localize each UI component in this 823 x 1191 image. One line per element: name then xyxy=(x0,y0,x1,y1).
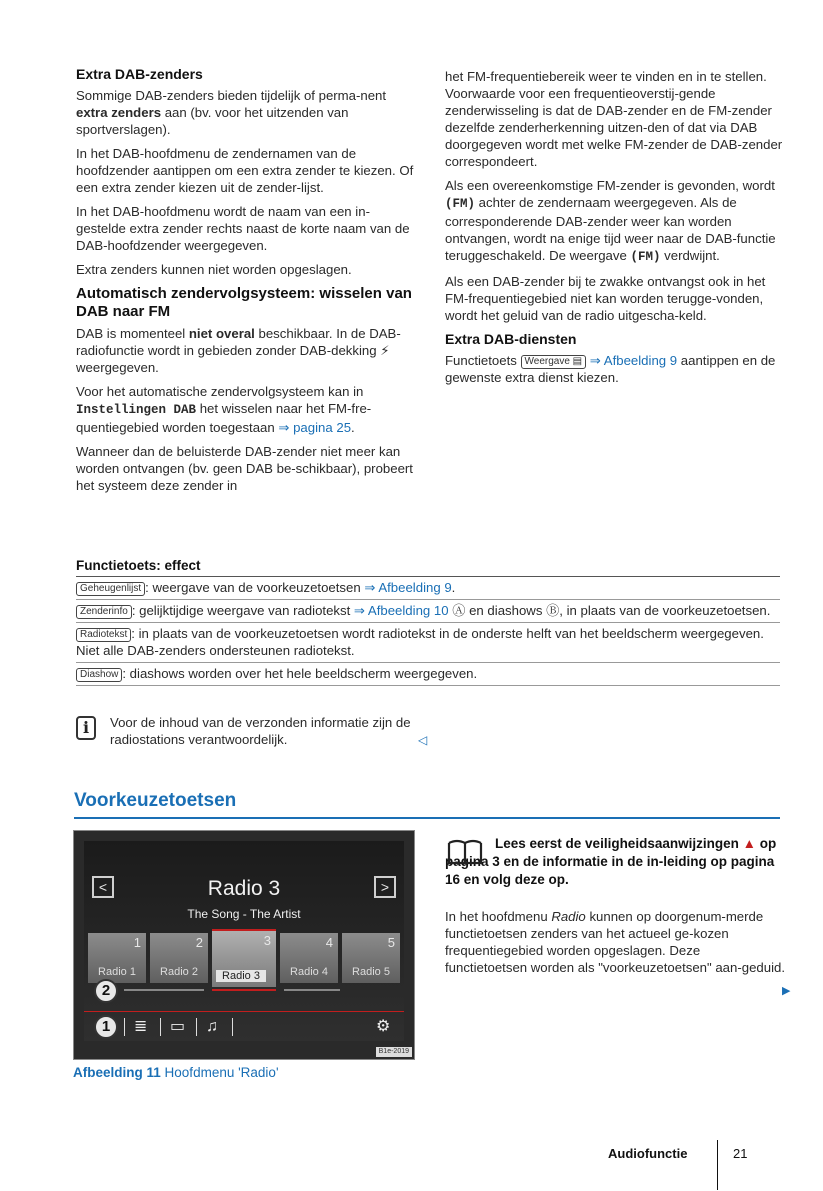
band-icon[interactable]: ▭ xyxy=(170,1018,186,1035)
intro-paragraph: In het hoofdmenu Radio kunnen op doorgenum-merde functietoetsen zenders van het actueel ge-kozen frequentiegebied worden opgeslagen. Deze functietoetsen worden als "voorkeuzetoetsen" aan-geduid. xyxy=(445,909,786,975)
callout-1: 1 xyxy=(94,1015,118,1039)
paragraph: Voor het automatische zendervolgsysteem kan in Instellingen DAB het wisselen naar het FM-fre-quentiegebied worden toegestaan ⇒ pagina 25. xyxy=(76,384,372,435)
page-indicator xyxy=(124,989,204,991)
geheugenlijst-key: Geheugenlijst xyxy=(76,582,145,596)
preset-button[interactable]: 5 Radio 5 xyxy=(342,933,400,983)
footer-chapter: Audiofunctie xyxy=(608,1146,688,1161)
figure-caption: Afbeelding 11 Hoofdmenu 'Radio' xyxy=(73,1065,279,1080)
paragraph: Als een DAB-zender bij te zwakke ontvangst ook in het FM-frequentiegebied niet kan worden terugge-vonden, wordt het geluid van de radio uitgescha-keld. xyxy=(445,274,766,323)
page-reference[interactable]: ⇒ pagina 25 xyxy=(278,420,352,435)
figure-reference[interactable]: ⇒ Afbeelding 9 xyxy=(364,580,452,595)
bottom-bar xyxy=(84,1011,404,1042)
page-indicator xyxy=(284,989,340,991)
weergave-key: Weergave ▤ xyxy=(521,355,587,369)
diashow-key: Diashow xyxy=(76,668,122,682)
song-artist: The Song - The Artist xyxy=(187,907,301,921)
no-dab-icon: ⚡ xyxy=(380,343,390,358)
section-title: Voorkeuzetoetsen xyxy=(74,790,237,811)
heading-automatisch: Automatisch zendervolgsysteem: wisselen van DAB naar FM xyxy=(76,285,412,320)
paragraph: Functietoets Weergave ▤ ⇒ Afbeelding 9 aantippen en de gewenste extra dienst kiezen. xyxy=(445,353,776,385)
radio-display-icon[interactable]: ♫ xyxy=(206,1018,218,1035)
list-icon[interactable]: ≣ xyxy=(134,1018,148,1035)
warning-icon: ▲ xyxy=(742,836,756,851)
table-row: Geheugenlijst : weergave van de voorkeuzetoetsen ⇒ Afbeelding 9. xyxy=(76,577,780,600)
radiotekst-key: Radiotekst xyxy=(76,628,131,642)
paragraph: Als een overeenkomstige FM-zender is gevonden, wordt (FM) achter de zendernaam weergegeven. Als de corresponderende DAB-zender weer kan worden ontvangen, wordt na enige tijd weer naar de DAB-functie teruggeschakeld. De weergave (FM) verdwijnt. xyxy=(445,178,776,264)
radio-screen xyxy=(84,841,404,1041)
preset-button-active[interactable]: 3 Radio 3 xyxy=(212,929,276,987)
paragraph: In het DAB-hoofdmenu wordt de naam van een in-gestelde extra zender rechts naast de korte naam van de DAB-hoofdzender weergegeven. xyxy=(76,204,410,253)
preset-button[interactable]: 4 Radio 4 xyxy=(280,933,338,983)
bar-separator xyxy=(196,1018,197,1036)
paragraph: het FM-frequentiebereik weer te vinden en in te stellen. Voorwaarde voor een frequentieoverstij-gende zenderwisseling is dat de DAB-zender en de FM-zender dezelfde zenderherkenning uitzen-den of dat via DAB doorgegeven wordt met welke FM-zender de DAB-zender correspondeert. xyxy=(445,69,783,169)
figure-reference[interactable]: ⇒ Afbeelding 10 xyxy=(353,603,449,618)
page-indicator-active xyxy=(212,989,276,991)
preset-button[interactable]: 2 Radio 2 xyxy=(150,933,208,983)
heading-extra-zenders: Extra DAB-zenders xyxy=(76,66,203,82)
heading-extra-diensten: Extra DAB-diensten xyxy=(445,331,577,347)
previous-station-button[interactable]: < xyxy=(92,876,114,898)
info-note xyxy=(76,714,436,748)
end-mark-icon: ◁ xyxy=(418,733,428,747)
book-icon xyxy=(445,837,485,867)
settings-icon[interactable]: ⚙ xyxy=(376,1018,391,1035)
radio-screen-figure xyxy=(73,830,415,1060)
safety-note: Lees eerst de veiligheidsaanwijzingen ▲ op pagina 3 en de informatie in de in-leiding op pagina 16 en volg deze op. xyxy=(445,836,777,887)
station-name: Radio 3 xyxy=(207,877,281,900)
page-number: 21 xyxy=(733,1146,748,1161)
left-column xyxy=(76,66,416,501)
right-column xyxy=(445,68,785,393)
callout-b-icon: Ⓑ xyxy=(546,603,560,618)
function-table xyxy=(76,557,780,686)
bar-separator xyxy=(160,1018,161,1036)
preset-button[interactable]: 1 Radio 1 xyxy=(88,933,146,983)
table-row: Diashow : diashows worden over het hele beeldscherm weergegeven. xyxy=(76,663,780,686)
paragraph: In het DAB-hoofdmenu de zendernamen van de hoofdzender aantippen om een extra zender te kiezen. Of een extra zender kiezen uit de zender-lijst. xyxy=(76,146,414,195)
section-divider xyxy=(74,817,780,819)
info-icon: i xyxy=(76,716,96,740)
continue-arrow-icon: ▶ xyxy=(782,985,791,997)
bar-separator xyxy=(232,1018,233,1036)
paragraph: Wanneer dan de beluisterde DAB-zender niet meer kan worden ontvangen (bv. geen DAB be-schikbaar), probeert het systeem deze zender in xyxy=(76,444,413,493)
callout-a-icon: Ⓐ xyxy=(452,603,466,618)
paragraph: Sommige DAB-zenders bieden tijdelijk of perma-nent extra zenders aan (bv. voor het uitzenden van sportverslagen). xyxy=(76,88,387,137)
table-header: Functietoets: effect xyxy=(76,557,780,577)
callout-2: 2 xyxy=(94,979,118,1003)
figure-code: B1e-2019 xyxy=(376,1047,412,1057)
table-row: Radiotekst : in plaats van de voorkeuzetoetsen wordt radiotekst in de onderste helft van het beeldscherm weergegeven. Niet alle DAB-zenders ondersteunen radiotekst. xyxy=(76,623,780,663)
paragraph: Extra zenders kunnen niet worden opgeslagen. xyxy=(76,262,352,277)
footer-divider xyxy=(717,1140,718,1190)
table-row: Zenderinfo : gelijktijdige weergave van radiotekst ⇒ Afbeelding 10 Ⓐ en diashows Ⓑ, in plaats van de voorkeuzetoetsen. xyxy=(76,600,780,623)
zenderinfo-key: Zenderinfo xyxy=(76,605,132,619)
note-text: Voor de inhoud van de verzonden informatie zijn de radiostations verantwoordelijk. xyxy=(110,715,411,747)
paragraph: DAB is momenteel niet overal beschikbaar. In de DAB-radiofunctie wordt in gebieden zonder DAB-dekking ⚡ weergegeven. xyxy=(76,326,401,375)
next-station-button[interactable]: > xyxy=(374,876,396,898)
figure-reference[interactable]: ⇒ Afbeelding 9 xyxy=(589,353,678,368)
bar-separator xyxy=(124,1018,125,1036)
